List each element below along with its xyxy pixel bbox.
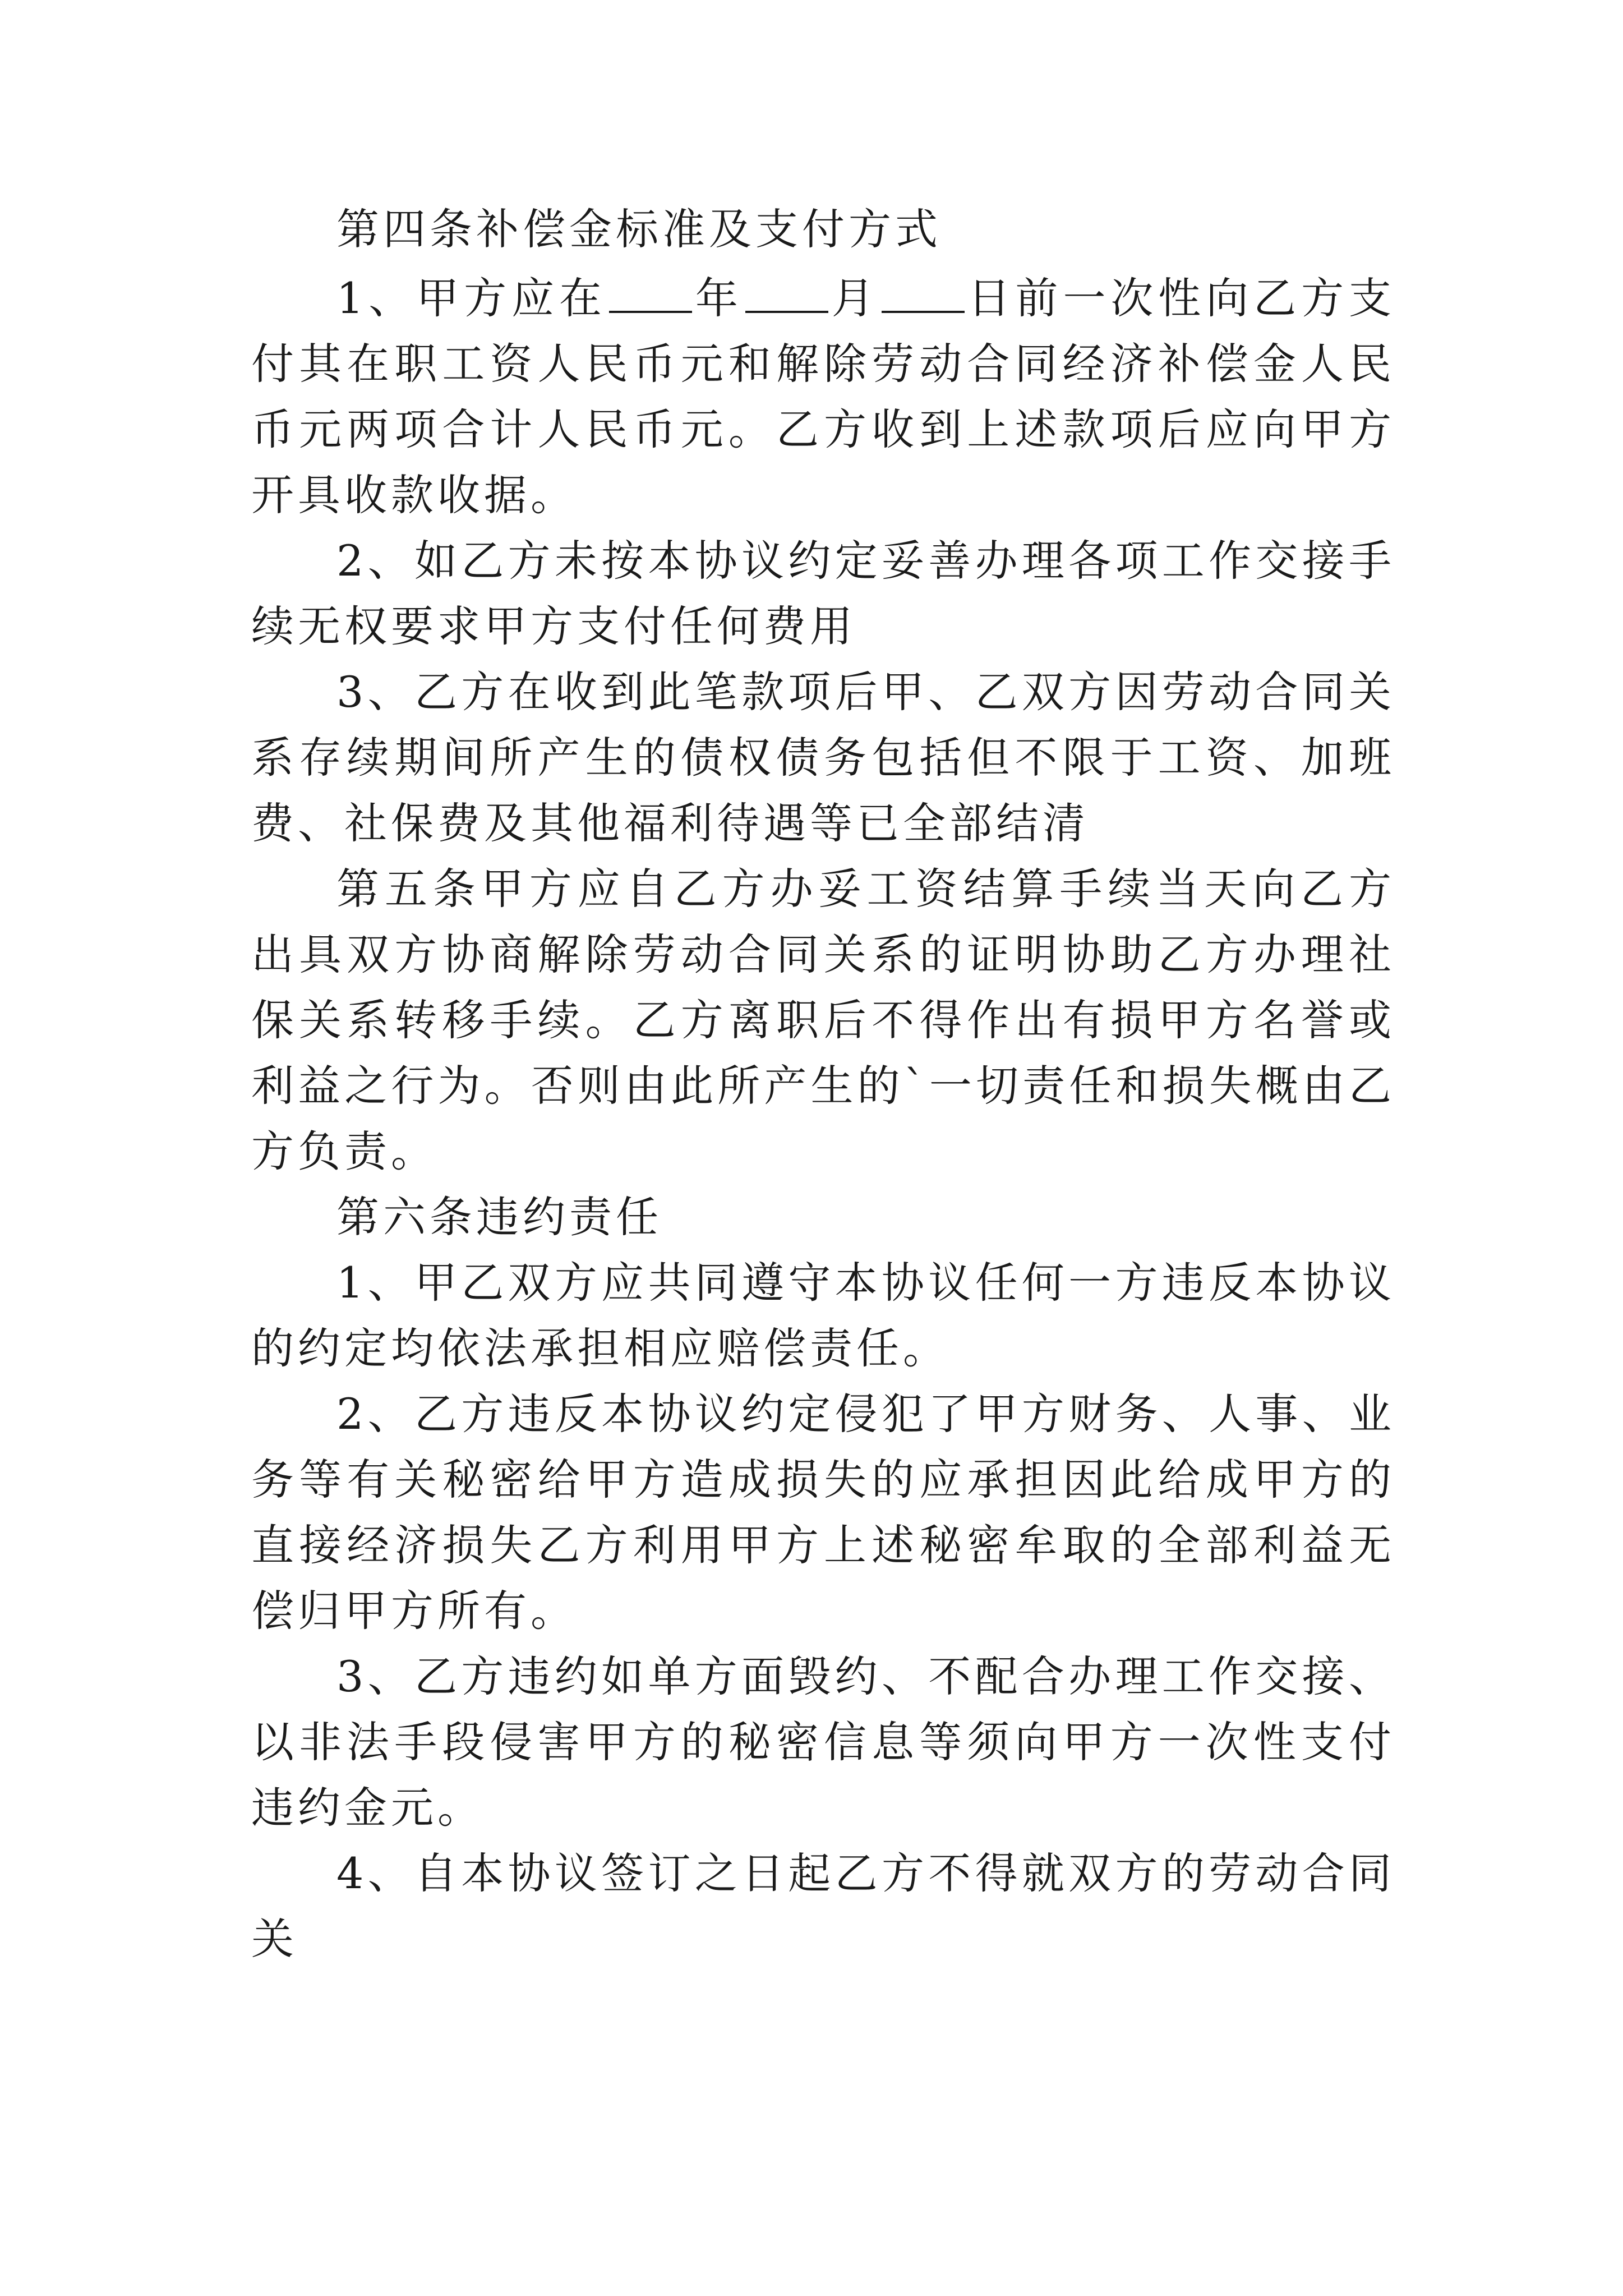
article-5: 第五条甲方应自乙方办妥工资结算手续当天向乙方出具双方协商解除劳动合同关系的证明协助乙方办理社保关系转移手续。乙方离职后不得作出有损甲方名誉或利益之行为。否则由此所产生的`一切责任和损失概由乙方负责。 [251, 864, 1395, 1176]
article-6-title: 第六条违约责任 [336, 1192, 662, 1242]
article-6-clause-2: 2、乙方违反本协议约定侵犯了甲方财务、人事、业务等有关秘密给甲方造成损失的应承担因此给成甲方的直接经济损失乙方利用甲方上述秘密牟取的全部利益无偿归甲方所有。 [251, 1389, 1395, 1636]
article-4-title: 第四条补偿金标准及支付方式 [336, 204, 942, 254]
article-6-clause-1: 1、甲乙双方应共同遵守本协议任何一方违反本协议的约定均依法承担相应赔偿责任。 [251, 1258, 1395, 1373]
clause-text: 1、甲方应在 [336, 273, 607, 323]
clause-text: 日前一次性向乙方支付其在职工资人民币元和解除劳动合同经济补偿金人民币元两项合计人民币元。乙方收到上述款项后应向甲方开具收款收据。 [251, 273, 1396, 520]
blank-line [882, 273, 965, 313]
article-6-clause-4: 4、自本协议签订之日起乙方不得就双方的劳动合同关 [251, 1848, 1395, 1964]
article-4-clause-3: 3、乙方在收到此笔款项后甲、乙双方因劳动合同关系存续期间所产生的债权债务包括但不限于工资、加班费、社保费及其他福利待遇等已全部结清 [251, 667, 1395, 848]
article-4-clause-2: 2、如乙方未按本协议约定妥善办理各项工作交接手续无权要求甲方支付任何费用 [251, 536, 1395, 651]
blank-line [745, 273, 828, 313]
blank-line [609, 273, 692, 313]
article-6-clause-3: 3、乙方违约如单方面毁约、不配合办理工作交接、以非法手段侵害甲方的秘密信息等须向甲方一次性支付违约金元。 [251, 1651, 1395, 1833]
clause-text: 月 [830, 273, 879, 323]
article-4-clause-1 [251, 265, 1395, 528]
clause-text: 年 [694, 273, 743, 323]
document-body [251, 196, 1395, 1972]
